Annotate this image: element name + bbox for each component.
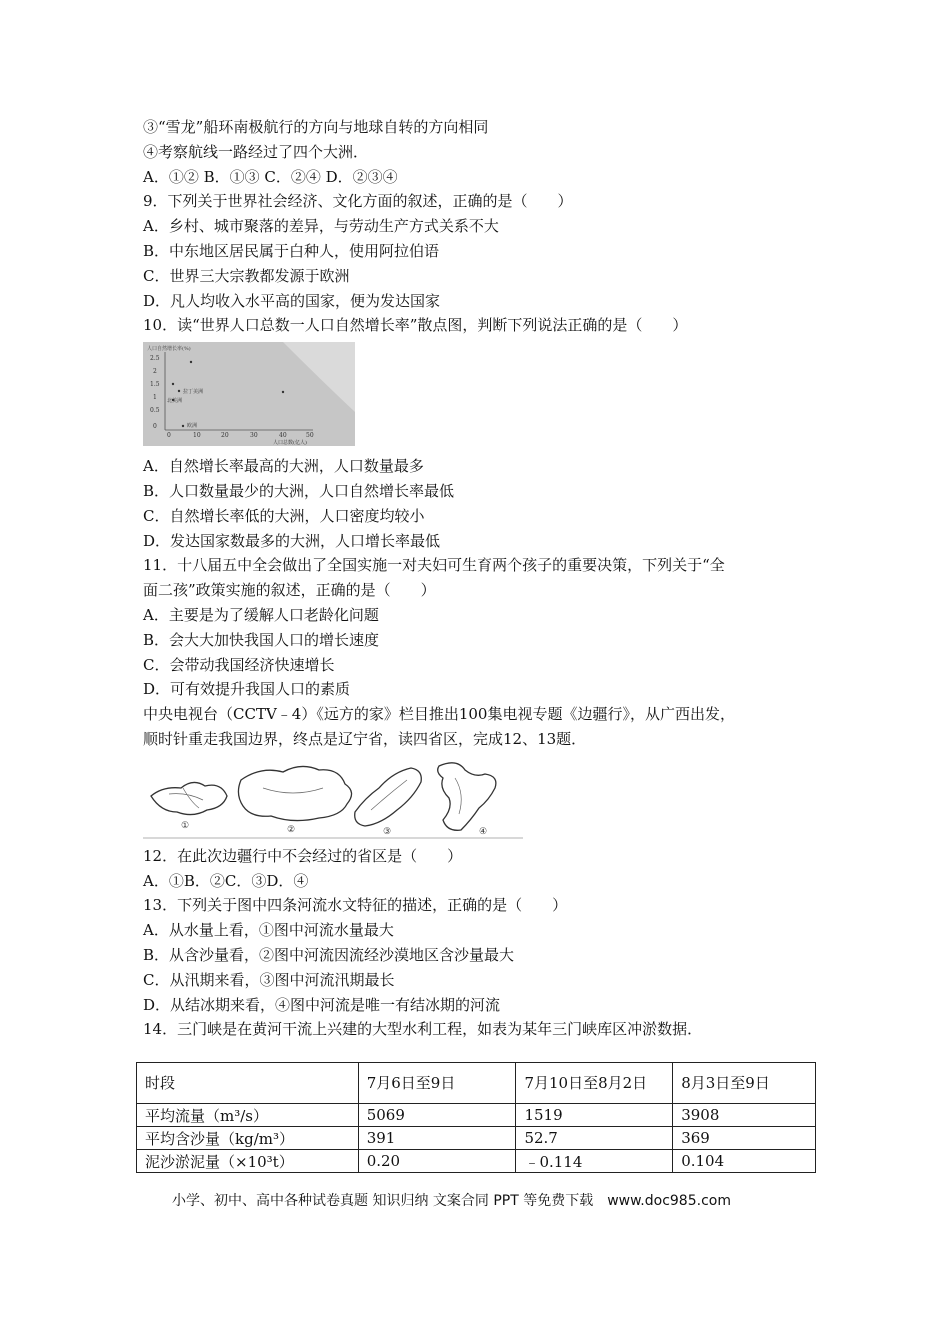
province-3-outline: [355, 768, 422, 826]
table-cell: ﹣0.114: [516, 1150, 673, 1173]
y-tick: 1: [153, 394, 157, 402]
passage-line1: 中央电视台（CCTV﹣4）《远方的家》栏目推出100集电视专题《边疆行》，从广西出发，: [143, 705, 735, 724]
q11-stem-line1: 11．十八届五中全会做出了全国实施一对夫妇可生育两个孩子的重要决策，下列关于“全: [143, 556, 725, 575]
point-label: 北美洲: [167, 398, 183, 405]
table-cell: 0.104: [673, 1150, 816, 1173]
scatter-point: [172, 383, 174, 385]
point-label: 拉丁美洲: [183, 389, 204, 396]
population-scatter-figure: [143, 342, 355, 446]
y-tick: 0.5: [150, 407, 160, 415]
scatter-point: [282, 391, 284, 393]
q12-stem: 12．在此次边疆行中不会经过的省区是（ ）: [143, 846, 463, 865]
table-row-label: 泥沙淤泥量（×10³t）: [137, 1150, 359, 1173]
province-2-outline: [238, 766, 351, 820]
document-body: [143, 115, 823, 1042]
passage-line2: 顺时针重走我国边界，终点是辽宁省，读四省区，完成12、13题．: [143, 729, 587, 748]
table-row: [137, 1150, 816, 1173]
province-maps-figure: [143, 758, 523, 840]
y-tick: 0: [153, 423, 157, 431]
q11-option-a: A．主要是为了缓解人口老龄化问题: [143, 605, 379, 624]
q10-option-d: D．发达国家数最多的大洲，人口增长率最低: [143, 531, 441, 550]
table-cell: 3908: [673, 1104, 816, 1127]
table-row-label: 平均流量（m³/s）: [137, 1104, 359, 1127]
q8-statement-4: ④考察航线一路经过了四个大洲．: [143, 142, 369, 161]
x-tick: 40: [279, 432, 287, 440]
q13-stem: 13．下列关于图中四条河流水文特征的描述，正确的是（ ）: [143, 896, 568, 915]
table-cell: 369: [673, 1127, 816, 1150]
y-tick: 1.5: [150, 381, 160, 389]
x-tick: 50: [306, 432, 314, 440]
table-cell: 1519: [516, 1104, 673, 1127]
point-label: 欧洲: [187, 423, 198, 430]
table-row-label: 平均含沙量（kg/m³）: [137, 1127, 359, 1150]
q9-option-b: B．中东地区居民属于白种人，使用阿拉伯语: [143, 241, 440, 260]
map-label: ④: [479, 826, 488, 837]
table-row: [137, 1104, 816, 1127]
y-tick: 2.5: [150, 355, 160, 363]
q9-option-c: C．世界三大宗教都发源于欧洲: [143, 266, 350, 285]
q11-option-c: C．会带动我国经济快速增长: [143, 655, 335, 674]
x-tick: 30: [250, 432, 258, 440]
q12-options: A．①B．②C．③D．④: [143, 871, 309, 890]
province-4-outline: [438, 763, 496, 830]
q14-stem: 14．三门峡是在黄河干流上兴建的大型水利工程，如表为某年三门峡库区冲淤数据．: [143, 1020, 703, 1039]
scatter-point: [190, 361, 192, 363]
q8-statement-3: ③“雪龙”船环南极航行的方向与地球自转的方向相同: [143, 118, 489, 136]
q9-option-d: D．凡人均收入水平高的国家，便为发达国家: [143, 291, 441, 310]
q13-option-c: C．从汛期来看，③图中河流汛期最长: [143, 970, 395, 989]
x-tick: 0: [167, 432, 171, 440]
province-1-outline: [151, 782, 227, 814]
table-header-cell: 时段: [137, 1063, 359, 1104]
scatter-xlabel: 人口总数(亿人): [273, 440, 307, 447]
page-footer: 小学、初中、高中各种试卷真题 知识归纳 文案合同 PPT 等免费下载 www.doc985.com: [172, 1193, 731, 1209]
table-header-cell: 7月10日至8月2日: [516, 1063, 673, 1104]
q11-stem-line2: 面二孩”政策实施的叙述，正确的是（ ）: [143, 581, 436, 600]
table-cell: 52.7: [516, 1127, 673, 1150]
q10-option-c: C．自然增长率低的大洲，人口密度均较小: [143, 506, 425, 525]
q10-stem: 10．读“世界人口总数一人口自然增长率”散点图，判断下列说法正确的是（ ）: [143, 316, 688, 335]
map-label: ②: [287, 824, 296, 835]
q9-stem: 9．下列关于世界社会经济、文化方面的叙述，正确的是（ ）: [143, 192, 573, 211]
q13-option-a: A．从水量上看，①图中河流水量最大: [143, 921, 394, 940]
q10-option-a: A．自然增长率最高的大洲，人口数量最多: [143, 457, 424, 476]
scatter-ylabel: 人口自然增长率(%): [147, 346, 191, 353]
population-scatter-svg: [143, 342, 355, 446]
scatter-point: [182, 425, 184, 427]
table-header-cell: 7月6日至9日: [358, 1063, 516, 1104]
province-maps-svg: [143, 758, 523, 840]
table-header-row: [137, 1063, 816, 1104]
table-cell: 391: [358, 1127, 516, 1150]
map-label: ③: [383, 826, 392, 837]
table-cell: 0.20: [358, 1150, 516, 1173]
q11-option-d: D．可有效提升我国人口的素质: [143, 680, 351, 699]
q11-option-b: B．会大大加快我国人口的增长速度: [143, 630, 380, 649]
x-tick: 20: [221, 432, 229, 440]
y-tick: 2: [153, 368, 157, 376]
x-tick: 10: [193, 432, 201, 440]
q9-option-a: A．乡村、城市聚落的差异，与劳动生产方式关系不大: [143, 217, 499, 236]
scatter-point: [178, 390, 180, 392]
q13-option-b: B．从含沙量看，②图中河流因流经沙漠地区含沙量最大: [143, 945, 515, 964]
map-label: ①: [181, 820, 190, 831]
q10-option-b: B．人口数量最少的大洲，人口自然增长率最低: [143, 481, 455, 500]
q13-option-d: D．从结冰期来看，④图中河流是唯一有结冰期的河流: [143, 995, 501, 1014]
table-header-cell: 8月3日至9日: [673, 1063, 816, 1104]
q8-options: A．①② B．①③ C．②④ D．②③④: [143, 167, 398, 186]
table-row: [137, 1127, 816, 1150]
sediment-data-table: [136, 1062, 816, 1173]
table-cell: 5069: [358, 1104, 516, 1127]
